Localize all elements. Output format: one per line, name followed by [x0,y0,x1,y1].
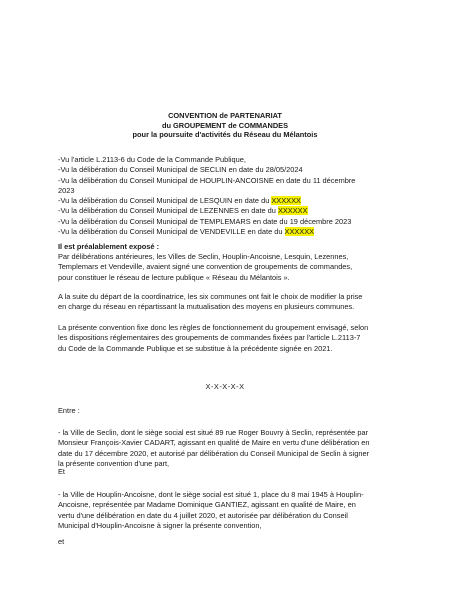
title-line-2: du GROUPEMENT de COMMANDES [161,120,289,130]
section-separator: X-X-X-X-X [205,382,245,391]
vu-line: -Vu la délibération du Conseil Municipal de VENDEVILLE en date du XXXXXX [58,227,315,237]
vu-line: -Vu la délibération du Conseil Municipal de LEZENNES en date du XXXXXX [58,206,308,216]
party-houplin: - la Ville de Houplin-Ancoisne, dont le siège social est situé 1, place du 8 mai 1945 à Houplin- Ancoisne, représentée par Madame Dominique GANTIEZ, agissant en qualité de Maire, en vertu d'une délibération en date du 4 juillet 2020, et autorisée par délibération du Conseil Municipal d'Houplin-Ancoisne à signer la présente convention, [58,490,364,530]
highlight-placeholder: XXXXXX [271,196,301,206]
expose-heading: Il est préalablement exposé : [58,242,160,251]
vu-line: -Vu la délibération du Conseil Municipal de TEMPLEMARS en date du 19 décembre 2023 [58,216,352,226]
highlight-placeholder: XXXXXX [284,227,315,237]
vu-line: -Vu la délibération du Conseil Municipal de SECLIN en date du 28/05/2024 [58,165,303,175]
highlight-placeholder: XXXXXX [277,206,308,216]
et-label-2: et [58,537,65,546]
vu-line: -Vu l'article L.2113-6 du Code de la Commande Publique, [58,155,246,164]
document-title [0,111,450,140]
vu-line: -Vu la délibération du Conseil Municipal de LESQUIN en date du XXXXXX [58,196,301,206]
vu-line: 2023 [58,185,75,195]
expose-paragraph-3: La présente convention fixe donc les règles de fonctionnement du groupement envisagé, selon les dispositions réglementaires des groupements de commandes fixées par l'article L.2113-7 du Code de la Commande Publique et se substitue à la précédente signée en 2021. [58,323,369,353]
legal-references [58,155,355,237]
party-seclin: - la Ville de Seclin, dont le siège social est situé 89 rue Roger Bouvry à Seclin, représentée par Monsieur François-Xavier CADART, agissant en qualité de Maire en vertu d'une délibération en date du 17 décembre 2020, et autorisé par délibération du Conseil Municipal de Seclin à signer la présente convention d'une part, [58,428,370,468]
vu-line: -Vu la délibération du Conseil Municipal de HOUPLIN-ANCOISNE en date du 11 décembre [58,175,356,185]
entre-label: Entre : [58,406,80,415]
title-line-3: pour la poursuite d'activités du Réseau du Mélantois [132,130,318,139]
title-line-1: CONVENTION de PARTENARIAT [168,111,282,120]
expose-paragraph-2: A la suite du départ de la coordinatrice, les six communes ont fait le choix de modifier la prise en charge du réseau en répartissant la mutualisation des moyens en plusieurs communes. [58,292,363,312]
et-label-1: Et [58,467,65,476]
expose-paragraph-1: Par délibérations antérieures, les Villes de Seclin, Houplin-Ancoisne, Lesquin, Lezennes, Templemars et Vendeville, avaient signé une convention de groupements de commandes, pour constituer le réseau de lecture publique « Réseau du Mélantois ». [58,252,353,282]
